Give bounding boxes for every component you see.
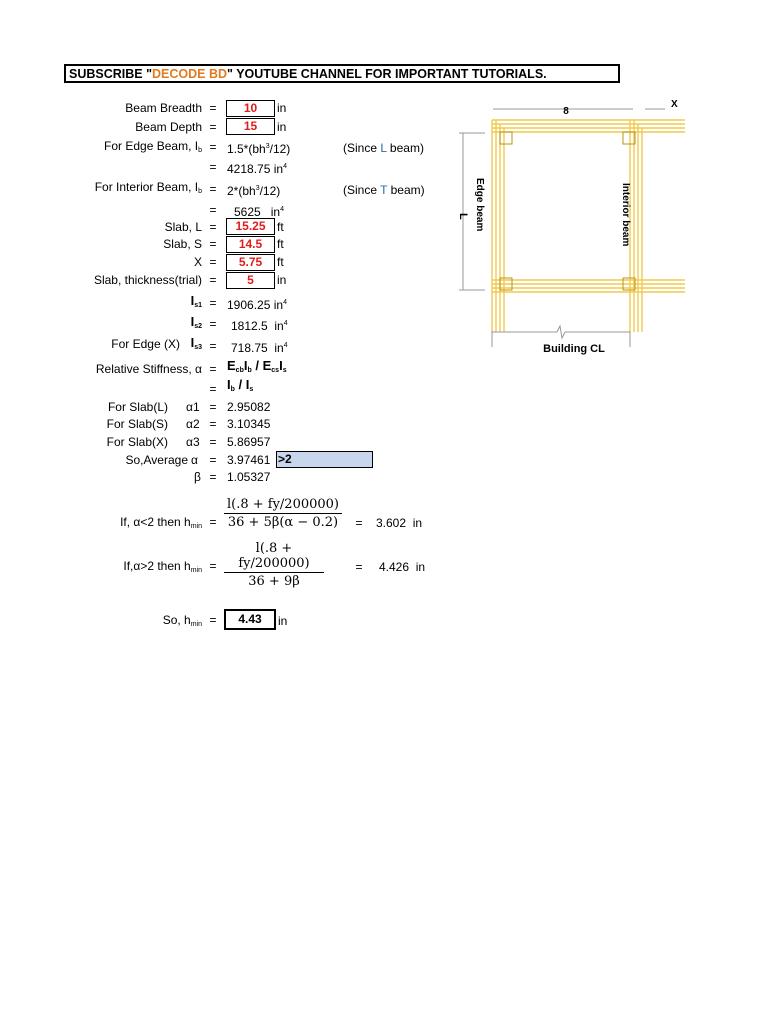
slab-l-unit: ft (277, 220, 284, 234)
x-input[interactable]: 5.75 (226, 254, 275, 271)
a2-eq: = (209, 417, 217, 431)
hmin2-value: 4.426 in (379, 560, 426, 574)
a1-eq: = (209, 400, 217, 414)
beam-depth-eq: = (209, 120, 217, 134)
is1-value: 1906.25 $in^4$ (227, 298, 287, 312)
a2-symbol: α2 (186, 417, 200, 431)
is3-label: $I_{s3}$ (190, 335, 202, 351)
banner-text-post: " YOUTUBE CHANNEL FOR IMPORTANT TUTORIALS. (227, 67, 547, 81)
rel-stiff2-formula: $I_b / I_s$ (227, 377, 254, 393)
beam-breadth-unit: in (277, 101, 287, 115)
column-squares (500, 132, 635, 290)
banner-text-pre: SUBSCRIBE " (69, 67, 153, 81)
slab-s-eq: = (209, 237, 217, 251)
final-unit: in (278, 614, 288, 628)
edge-beam-eq: = (209, 140, 217, 154)
dim-left-label: L (457, 213, 469, 220)
a2-value: 3.10345 (227, 417, 271, 431)
slab-l-eq: = (209, 220, 217, 234)
edge-beam-note: (Since L beam) (343, 141, 424, 155)
rel-stiff2-eq: = (209, 382, 217, 396)
is3-pre-label: For Edge (X) (111, 337, 180, 351)
a1-value: 2.95082 (227, 400, 271, 414)
x-unit: ft (277, 255, 284, 269)
a2-label: For Slab(S) (106, 417, 168, 431)
edge-beam-val-eq: = (209, 160, 217, 174)
hmin1-fraction (224, 497, 342, 530)
edge-beam-label: For Edge Beam, $I_b$ (104, 139, 202, 154)
a3-eq: = (209, 435, 217, 449)
slab-s-input[interactable]: 14.5 (226, 236, 275, 253)
edge-beam-diagram-label: Edge beam (474, 178, 485, 232)
x-label: X (193, 255, 202, 269)
a1-symbol: α1 (186, 400, 200, 414)
final-eq: = (209, 613, 217, 627)
hmin1-eq: = (209, 515, 217, 529)
interior-beam-val-eq: = (209, 203, 217, 217)
final-label: So, $h_{min}$ (162, 613, 202, 628)
dim-x-label: X (671, 99, 678, 110)
slab-s-label: Slab, S (163, 237, 202, 251)
subscribe-banner (64, 64, 620, 83)
interior-beam-note: (Since T beam) (343, 183, 425, 197)
beam-lines (492, 120, 685, 332)
avg-eq: = (209, 453, 217, 467)
is1-eq: = (209, 296, 217, 310)
avg-flag-cell[interactable]: >2 (276, 451, 373, 468)
thickness-eq: = (209, 273, 217, 287)
thickness-unit: in (277, 273, 287, 287)
hmin2-denominator: 36 + 9β (248, 574, 300, 589)
beam-breadth-input[interactable]: 10 (226, 100, 275, 117)
a1-label: For Slab(L) (107, 400, 168, 414)
banner-highlight: DECODE BD (152, 67, 228, 81)
beta-eq: = (209, 470, 217, 484)
interior-beam-label: For Interior Beam, $I_b$ (94, 180, 202, 195)
hmin1-denominator: 36 + 5β(α − 0.2) (227, 515, 339, 530)
a3-value: 5.86957 (227, 435, 271, 449)
interior-beam-diagram-label: Interior beam (620, 183, 631, 247)
hmin2-label: If,α>2 then $h_{min}$ (123, 559, 202, 574)
beam-breadth-label: Beam Breadth (125, 101, 202, 115)
is3-eq: = (209, 339, 217, 353)
x-eq: = (209, 255, 217, 269)
slab-plan-diagram (455, 95, 685, 360)
is2-value: 1812.5 $in^4$ (231, 319, 288, 333)
beta-symbol: β (194, 470, 201, 484)
building-cl-label: Building CL (543, 343, 605, 355)
is3-value: 718.75 $in^4$ (231, 341, 288, 355)
thickness-label: Slab, thickness(trial) (93, 273, 202, 287)
slab-l-label: Slab, L (164, 220, 202, 234)
final-hmin-value[interactable]: 4.43 (224, 609, 276, 630)
a3-label: For Slab(X) (106, 435, 168, 449)
beam-depth-unit: in (277, 120, 287, 134)
dim-top-label: 8 (563, 106, 569, 117)
is2-label: $I_{s2}$ (190, 314, 202, 330)
edge-beam-formula: $1.5*(bh^3/12)$ (227, 142, 291, 156)
beam-depth-label: Beam Depth (135, 120, 202, 134)
beta-value: 1.05327 (227, 470, 271, 484)
hmin1-eq2: = (355, 516, 363, 530)
a3-symbol: α3 (186, 435, 200, 449)
interior-beam-formula: $2*(bh^3/12)$ (227, 184, 281, 198)
hmin2-numerator: l(.8 + fy/200000) (224, 541, 324, 573)
avg-symbol: α (191, 453, 198, 467)
avg-value: 3.97461 (227, 453, 271, 467)
rel-stiff-formula: $E_{cb}I_b / E_{cs}I_s$ (227, 358, 287, 374)
avg-label: So,Average (125, 453, 188, 467)
hmin2-eq2: = (355, 560, 363, 574)
hmin1-numerator: l(.8 + fy/200000) (224, 497, 342, 514)
hmin1-value: 3.602 in (376, 516, 423, 530)
edge-beam-value: 4218.75 $in^4$ (227, 162, 287, 176)
is2-eq: = (209, 317, 217, 331)
slab-l-input[interactable]: 15.25 (226, 218, 275, 235)
thickness-input[interactable]: 5 (226, 272, 275, 289)
beam-breadth-eq: = (209, 101, 217, 115)
rel-stiff-eq: = (209, 362, 217, 376)
slab-s-unit: ft (277, 237, 284, 251)
hmin2-fraction (224, 541, 324, 589)
interior-beam-value: 5625 $in^4$ (234, 205, 284, 219)
rel-stiff-label: Relative Stiffness, α (95, 362, 202, 376)
beam-depth-input[interactable]: 15 (226, 118, 275, 135)
is1-label: $I_{s1}$ (190, 293, 202, 309)
hmin2-eq: = (209, 559, 217, 573)
hmin1-label: If, α<2 then $h_{min}$ (120, 515, 202, 530)
interior-beam-eq: = (209, 182, 217, 196)
